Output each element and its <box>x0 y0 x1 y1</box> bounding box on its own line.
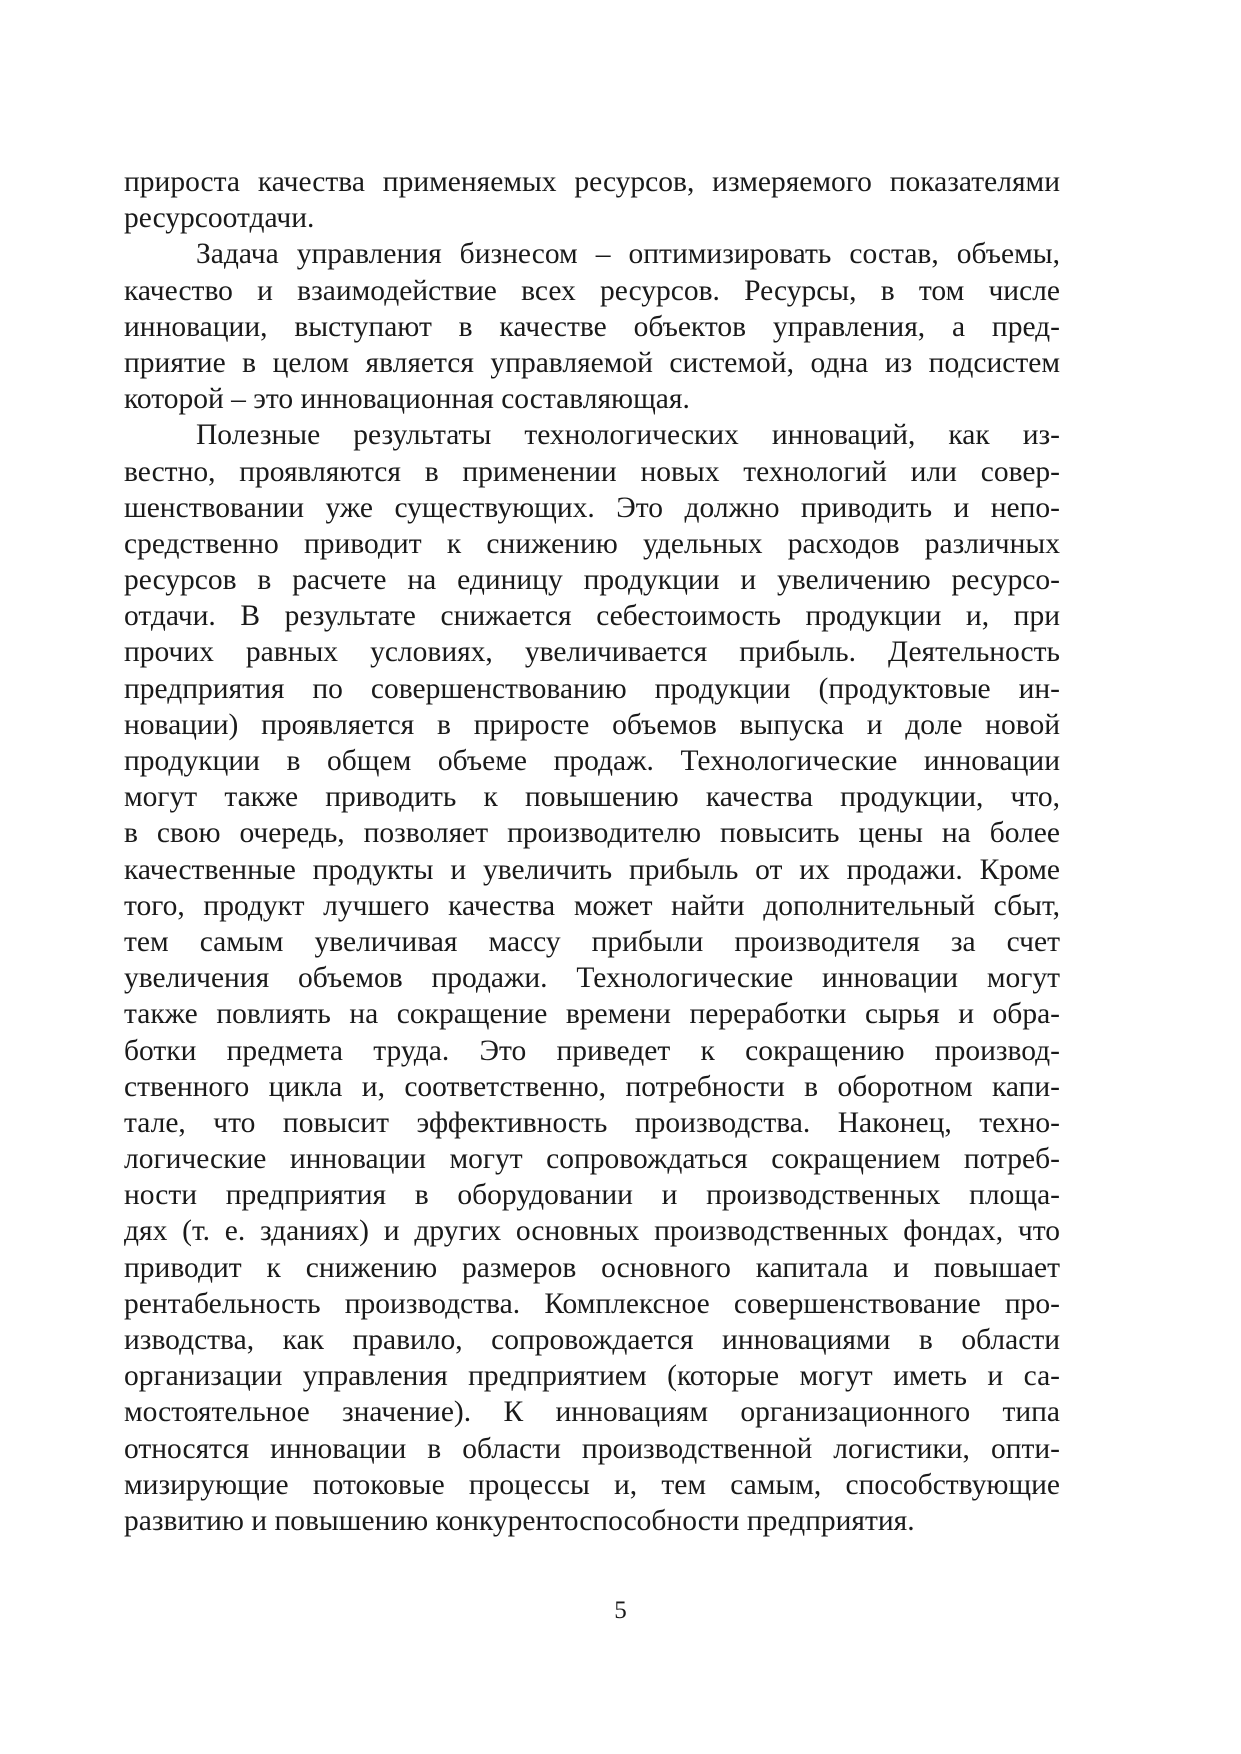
text-line: приятие в целом является управляемой системой, одна из подсистем <box>124 346 1060 379</box>
text-line: шенствовании уже существующих. Это должно приводить и непо- <box>124 491 1060 524</box>
text-line: мизирующие потоковые процессы и, тем самым, способствующие <box>124 1468 1060 1501</box>
text-line: средственно приводит к снижению удельных расходов различных <box>124 527 1060 560</box>
paragraph-end-line: ресурсоотдачи. <box>124 202 315 235</box>
text-line: в свою очередь, позволяет производителю повысить цены на более <box>124 817 1060 850</box>
text-line: прочих равных условиях, увеличивается прибыль. Деятельность <box>124 636 1060 669</box>
text-line: инновации, выступают в качестве объектов управления, а пред- <box>124 310 1060 343</box>
text-line: прироста качества применяемых ресурсов, измеряемого показателями <box>124 166 1060 198</box>
text-line: качество и взаимодействие всех ресурсов. Ресурсы, в том числе <box>124 274 1060 307</box>
paragraph-start-line: Полезные результаты технологических инноваций, как из- <box>196 419 1060 452</box>
text-line: тале, что повысит эффективность производства. Наконец, техно- <box>124 1106 1060 1139</box>
text-line: ственного цикла и, соответственно, потребности в оборотном капи- <box>124 1070 1060 1103</box>
paragraph-end-line: развитию и повышению конкурентоспособности предприятия. <box>124 1504 915 1537</box>
text-line: того, продукт лучшего качества может найти дополнительный сбыт, <box>124 889 1060 922</box>
text-line: новации) проявляется в приросте объемов выпуска и доле новой <box>124 708 1060 741</box>
text-line: также повлиять на сокращение времени переработки сырья и обра- <box>124 998 1060 1031</box>
text-line: качественные продукты и увеличить прибыль от их продажи. Кроме <box>124 853 1060 886</box>
paragraph-end-line: которой – это инновационная составляющая. <box>124 383 690 416</box>
text-line: вестно, проявляются в применении новых технологий или совер- <box>124 455 1060 488</box>
text-line: дях (т. е. зданиях) и других основных производственных фондах, что <box>124 1215 1060 1248</box>
text-line: мостоятельное значение). К инновациям организационного типа <box>124 1396 1060 1429</box>
text-line: тем самым увеличивая массу прибыли производителя за счет <box>124 925 1060 958</box>
text-line: относятся инновации в области производственной логистики, опти- <box>124 1432 1060 1465</box>
text-line: продукции в общем объеме продаж. Технологические инновации <box>124 745 1060 777</box>
text-line: увеличения объемов продажи. Технологические инновации могут <box>124 962 1060 995</box>
text-line: приводит к снижению размеров основного капитала и повышает <box>124 1251 1060 1284</box>
text-line: логические инновации могут сопровождаться сокращением потреб- <box>124 1143 1060 1176</box>
text-line: предприятия по совершенствованию продукции (продуктовые ин- <box>124 672 1060 705</box>
body-text <box>124 164 1060 1539</box>
text-line: ности предприятия в оборудовании и производственных площа- <box>124 1179 1060 1212</box>
text-line: изводства, как правило, сопровождается инновациями в области <box>124 1324 1060 1356</box>
text-line: отдачи. В результате снижается себестоимость продукции и, при <box>124 600 1060 633</box>
text-line: ресурсов в расчете на единицу продукции и увеличению ресурсо- <box>124 564 1060 597</box>
text-line: организации управления предприятием (которые могут иметь и са- <box>124 1360 1060 1393</box>
paragraph-start-line: Задача управления бизнесом – оптимизировать состав, объемы, <box>196 238 1060 271</box>
text-line: могут также приводить к повышению качества продукции, что, <box>124 781 1060 814</box>
text-line: рентабельность производства. Комплексное совершенствование про- <box>124 1287 1060 1320</box>
page-number: 5 <box>614 1597 627 1624</box>
text-line: ботки предмета труда. Это приведет к сокращению производ- <box>124 1034 1060 1067</box>
